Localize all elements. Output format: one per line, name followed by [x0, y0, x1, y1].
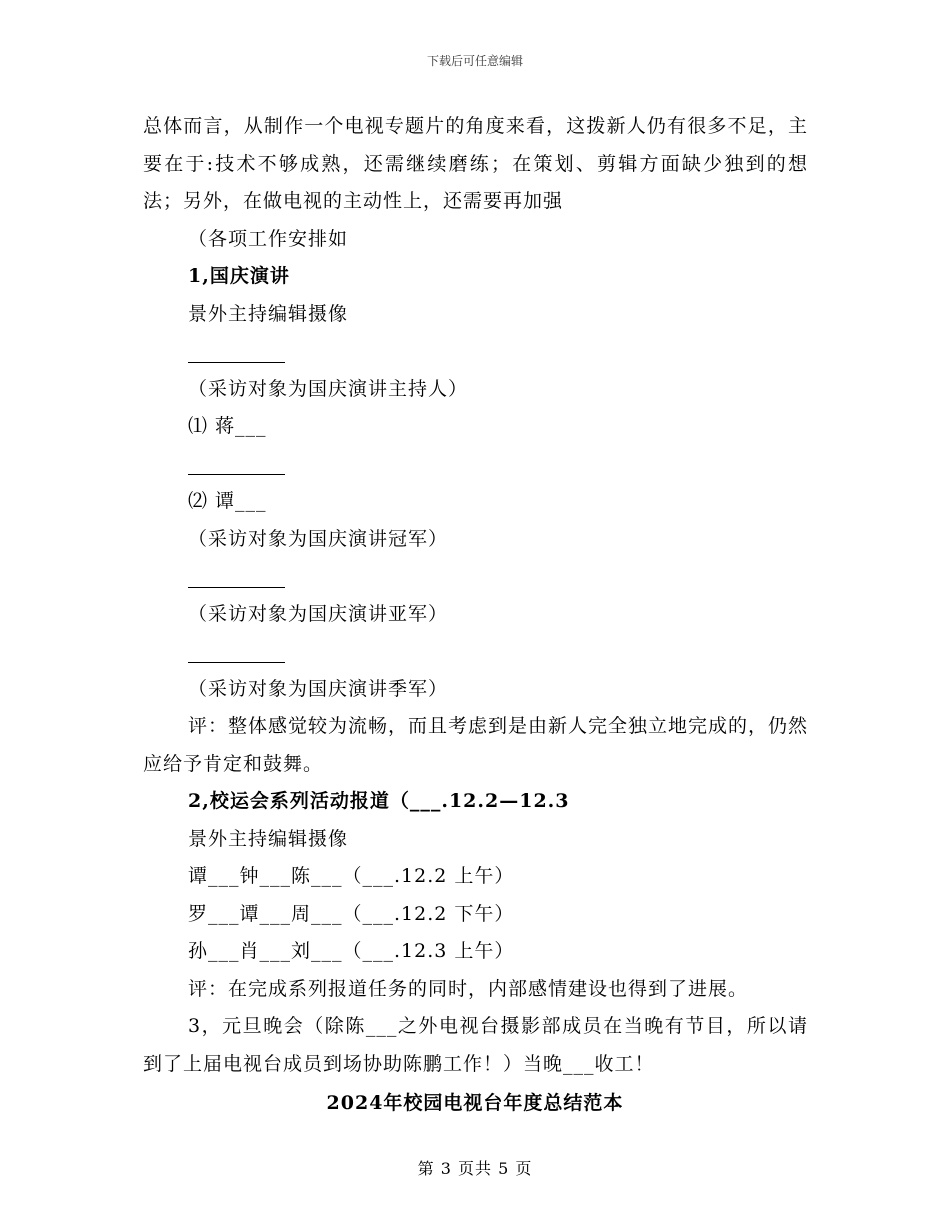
blank-line — [188, 438, 285, 476]
section-2-roles: 景外主持编辑摄像 — [188, 827, 349, 850]
document-body — [143, 108, 808, 1083]
blank-line — [188, 325, 285, 363]
blank-line — [188, 550, 285, 588]
list-item-2: ⑵ 谭___ — [188, 490, 267, 512]
schedule-row-1: 谭___钟___陈___（___.12.2 上午） — [188, 865, 515, 887]
schedule-row-2: 罗___谭___周___（___.12.2 下午） — [188, 902, 515, 925]
interviewee-host: （采访对象为国庆演讲主持人） — [188, 377, 469, 400]
section-1-roles: 景外主持编辑摄像 — [188, 302, 349, 325]
section-3-paragraph: 3，元旦晚会（除陈___之外电视台摄影部成员在当晚有节目，所以请到了上届电视台成员到场协助陈鹏工作！）当晚___收工！ — [143, 1015, 808, 1075]
blank-line — [188, 625, 285, 663]
arrangement-line: （各项工作安排如 — [188, 227, 349, 250]
schedule-row-3: 孙___肖___刘___（___.12.3 上午） — [188, 940, 515, 962]
section-2-comment: 评：在完成系列报道任务的同时，内部感情建设也得到了进展。 — [188, 977, 749, 1000]
document-title: 2024年校园电视台年度总结范本 — [326, 1092, 624, 1114]
page-footer: 第 3 页共 5 页 — [417, 1159, 533, 1178]
section-1-comment: 评：整体感觉较为流畅，而且考虑到是由新人完全独立地完成的，仍然应给予肯定和鼓舞。 — [143, 715, 809, 775]
interviewee-third-place: （采访对象为国庆演讲季军） — [188, 677, 449, 700]
section-2-heading: 2,校运会系列活动报道（___.12.2—12.3 — [188, 790, 570, 812]
section-1-heading: 1,国庆演讲 — [188, 265, 290, 287]
page-header: 下载后可任意编辑 — [426, 54, 523, 68]
list-item-1: ⑴ 蒋___ — [188, 415, 267, 437]
interviewee-champion: （采访对象为国庆演讲冠军） — [188, 527, 449, 550]
intro-paragraph: 总体而言，从制作一个电视专题片的角度来看，这拨新人仍有很多不足，主要在于:技术不够成熟，还需继续磨练；在策划、剪辑方面缺少独到的想法；另外，在做电视的主动性上，还需要再加强 — [143, 115, 808, 212]
interviewee-runner-up: （采访对象为国庆演讲亚军） — [188, 602, 449, 625]
